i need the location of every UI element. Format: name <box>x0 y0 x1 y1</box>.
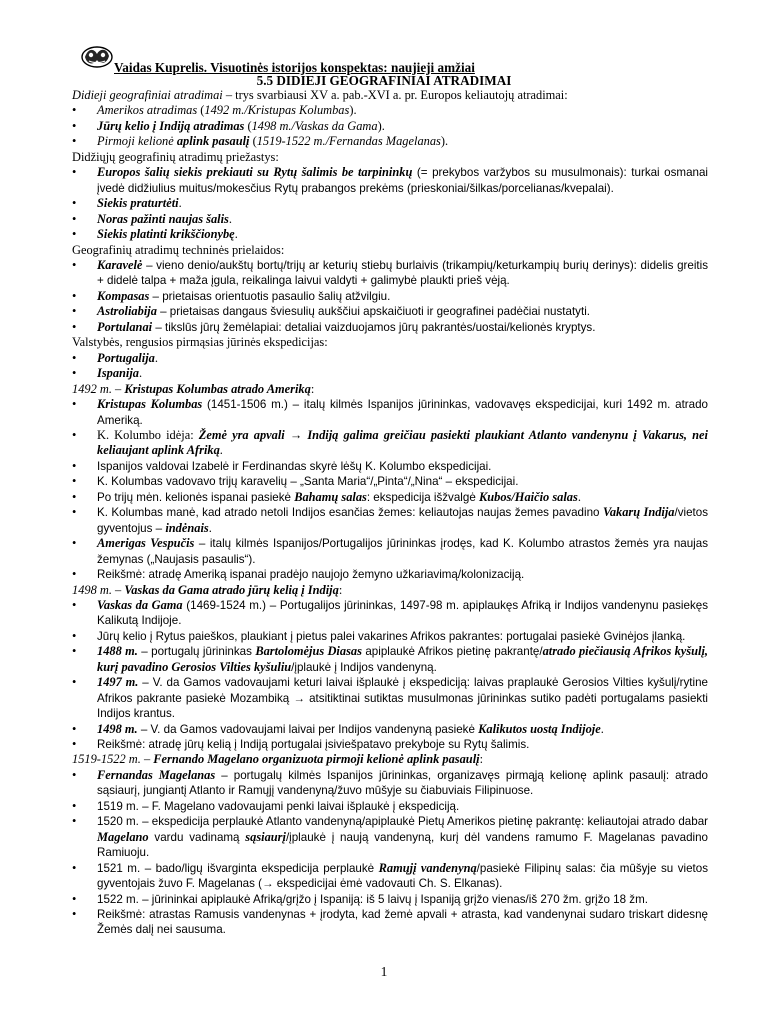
text-run: ). <box>349 103 357 118</box>
text-run: – vieno denio/aukštų bortų/trijų ar keturių stiebų burlaivis (trikampių/keturkampių burių derinys): didelis greitis + didelė talpa + maža įgula, reikalinga laivui valdyti + galimybė plaukti prieš vėją. <box>97 258 708 288</box>
bullet-icon: • <box>72 350 77 365</box>
text-run: Noras pažinti naujas šalis <box>97 211 229 226</box>
text-run: Kristupas Kolumbas atrado Ameriką <box>124 381 311 396</box>
text-run: – prietaisas orientuotis pasaulio šalių atžvilgiu. <box>149 289 391 303</box>
text-run: Bartolomėjus Diasas <box>255 644 362 659</box>
bullet-icon: • <box>72 860 77 875</box>
paragraph <box>72 752 708 767</box>
section-heading: 5.5 DIDIEJI GEOGRAFINIAI ATRADIMAI <box>256 73 512 88</box>
bullet-icon: • <box>72 907 77 922</box>
bullet-icon: • <box>72 165 77 180</box>
text-run: Kubos/Haičio salas <box>479 489 578 504</box>
text-run: Siekis platinti krikščionybę <box>97 227 235 242</box>
text-run: . <box>154 350 158 365</box>
text-run: . <box>178 196 182 211</box>
text-run: : <box>338 582 343 597</box>
text-run: . <box>577 489 581 504</box>
bullet-icon: • <box>72 489 77 504</box>
text-run: – portugalų jūrininkas <box>137 645 256 659</box>
bullet-item <box>72 814 708 860</box>
paragraph <box>72 150 708 165</box>
text-run: Kompasas <box>97 288 150 303</box>
text-run: Ispanijos valdovai Izabelė ir Ferdinandas skyrė lėšų K. Kolumbo ekspedicijai. <box>97 459 492 473</box>
text-run: – <box>111 381 125 396</box>
text-run: Valstybės, rengusios pirmąsias jūrinės ekspedicijas: <box>72 335 328 350</box>
bullet-item <box>72 227 708 242</box>
bullet-icon: • <box>72 474 77 489</box>
text-run: Vaskas da Gama atrado jūrų kelią į Indiją <box>124 582 339 597</box>
bullet-item <box>72 490 708 505</box>
bullet-item <box>72 598 708 629</box>
text-run: – V. da Gamos vadovaujami laivai per Indijos vandenyną pasiekė <box>137 722 479 736</box>
bullet-icon: • <box>72 767 77 782</box>
text-run: 1519-1522 m./Fernandas Magelanas <box>256 134 441 149</box>
bullet-icon: • <box>72 397 77 412</box>
text-run: Astroliabija <box>97 304 157 319</box>
bullet-item <box>72 799 708 814</box>
bullet-icon: • <box>72 458 77 473</box>
text-run: . <box>234 227 238 242</box>
bullet-item <box>72 196 708 211</box>
bullet-item <box>72 722 708 737</box>
text-run: Reikšmė: atradę Ameriką ispanai pradėjo naujojo žemyno užkariavimą/kolonizaciją. <box>97 568 525 582</box>
text-run: 1492 m. <box>72 381 112 396</box>
bullet-icon: • <box>72 505 77 520</box>
text-run: Vaskas da Gama <box>97 597 183 612</box>
bullet-item <box>72 907 708 938</box>
text-run: : <box>479 752 484 767</box>
text-run: – tikslūs jūrų žemėlapiai: detaliai vaizduojamos jūrų pakrantės/uostai/kelionės kryptys. <box>152 320 596 334</box>
text-run: Amerikos atradimas <box>97 103 198 118</box>
ornament-logo-icon <box>80 44 114 70</box>
bullet-item <box>72 366 708 381</box>
text-run: . <box>208 520 212 535</box>
bullet-icon: • <box>72 319 77 334</box>
bullet-icon: • <box>72 597 77 612</box>
bullet-icon: • <box>72 891 77 906</box>
bullet-item <box>72 304 708 319</box>
bullet-item <box>72 103 708 118</box>
text-run: 1519 m. – F. Magelano vadovaujami penki laivai išplaukė į ekspediciją. <box>97 799 460 813</box>
text-run: Karavelė <box>97 257 143 272</box>
text-run: Pirmoji kelionė <box>97 134 177 149</box>
text-run: 1492 m./Kristupas Kolumbas <box>204 103 350 118</box>
bullet-item <box>72 320 708 335</box>
bullet-icon: • <box>72 427 77 442</box>
bullet-icon: • <box>72 103 77 118</box>
text-run: – V. da Gamos vadovaujami keturi laivai išplaukė į ekspediciją: laivas praplaukė Gerosios Vilties kyšulį/rytine Afrikos pakrante pasiekė Mozambiką → atsitiktinai sutiktas musulmonas jūrininkas sutiko padėti portugalams pasiekti Indijos krantus. <box>97 676 709 721</box>
text-run: ( <box>249 134 257 149</box>
text-run: 1521 m. – bado/ligų išvarginta ekspedicija perplaukė <box>97 861 379 875</box>
text-run: 1498 m. <box>72 582 112 597</box>
text-run: vardu vadinamą <box>148 830 246 844</box>
paragraph <box>72 382 708 397</box>
text-run: Žemė yra apvali → Indiją galima greičiau pasiekti plaukiant Atlanto vandenynu į Vakarus, nei keliaujant aplink Afriką <box>97 427 708 458</box>
bullet-icon: • <box>72 366 77 381</box>
text-run: atrado piečiausią Afrikos kyšulį, kurį pavadino Gerosios Vilties kyšuliu <box>97 644 708 674</box>
bullet-icon: • <box>72 675 77 690</box>
text-run: Kalikutos uostą Indijoje <box>478 721 601 736</box>
text-run: Kristupas Kolumbas <box>97 397 203 412</box>
bullet-item <box>72 351 708 366</box>
text-run: Jūrų kelio į Indiją atradimas <box>97 118 245 133</box>
text-run: Reikšmė: atrastas Ramusis vandenynas + įrodyta, kad žemė apvali + atrasta, kad vandenynai sudaro triskart didesnę Žemės dalį nei sausuma. <box>97 908 708 937</box>
text-run: Siekis praturtėti <box>97 196 179 211</box>
text-run: – <box>111 582 125 597</box>
bullet-item <box>72 644 708 675</box>
document-body <box>72 88 708 938</box>
bullet-item <box>72 134 708 149</box>
text-run: (1451-1506 m.) – italų kilmės Ispanijos jūrininkas, vadovavęs ekspedicijai, kuri 1492 m. atrado Ameriką. <box>97 398 708 427</box>
bullet-item <box>72 892 708 907</box>
text-run: Fernando Magelano organizuota pirmoji kelionė aplink pasaulį <box>153 752 480 767</box>
text-run: – prietaisas dangaus šviesulių aukščiui apskaičiuoti ir geografinei padėčiai nustatyti. <box>156 305 590 319</box>
bullet-item <box>72 119 708 134</box>
bullet-item <box>72 428 708 459</box>
text-run: Magelano <box>97 829 149 844</box>
text-run: . <box>219 443 223 458</box>
text-run: ). <box>440 134 449 149</box>
bullet-item <box>72 474 708 489</box>
bullet-icon: • <box>72 536 77 551</box>
bullet-icon: • <box>72 257 77 272</box>
bullet-item <box>72 567 708 582</box>
bullet-item <box>72 212 708 227</box>
text-run: Reikšmė: atradę jūrų kelią į Indiją portugalai įsiviešpatavo prekyboje su Rytų šalimis. <box>97 738 530 752</box>
bullet-item <box>72 629 708 644</box>
text-run: Portulanai <box>97 319 153 334</box>
bullet-icon: • <box>72 567 77 582</box>
text-run: ( <box>244 118 252 133</box>
text-run: apiplaukė Afrikos pietinę pakrantę/ <box>361 645 543 659</box>
bullet-icon: • <box>72 304 77 319</box>
text-run: Didžiųjų geografinių atradimų priežastys: <box>72 149 279 164</box>
bullet-item <box>72 165 708 196</box>
text-run: . <box>600 721 604 736</box>
text-run: ). <box>377 118 385 133</box>
paragraph <box>72 335 708 350</box>
text-run: . <box>228 211 232 226</box>
text-run: 1520 m. – ekspedicija perplaukė Atlanto vandenyną/apiplaukė Pietų Amerikos pietinę pakrantę: keliautojai atrado dabar <box>97 815 709 829</box>
bullet-icon: • <box>72 288 77 303</box>
text-run: Po trijų mėn. kelionės ispanai pasiekė <box>97 490 295 504</box>
text-run: (1469-1524 m.) – Portugalijos jūrininkas, 1497-98 m. apiplaukęs Afriką ir Indijos vandenynu pasiekęs Kalikutą Indijoje. <box>97 598 708 628</box>
text-run: (= prekybos varžybos su musulmonais): turkai osmanai įvedė didžiulius muitus/mokesčius Rytų prabangos prekėms (prieskoniai/šilkas/porcelianas/kvepalai). <box>97 166 708 195</box>
paragraph <box>72 583 708 598</box>
text-run: ( <box>197 103 205 118</box>
bullet-icon: • <box>72 134 77 149</box>
text-run: 1488 m. <box>97 644 138 659</box>
bullet-item <box>72 397 708 428</box>
paragraph <box>72 243 708 258</box>
text-run: /pasiekė Filipinų salas: čia mūšyje su vietos gyventojais žuvo F. Magelanas (→ ekspedicijai ėmė vadovauti Ch. S. Elkanas). <box>97 861 708 891</box>
bullet-icon: • <box>72 721 77 736</box>
text-run: 1522 m. – jūrininkai apiplaukė Afriką/grįžo į Ispaniją: iš 5 laivų į Ispaniją grįžo vienas/iš 270 žm. grįžo 18 žm. <box>97 892 648 906</box>
text-run: Amerigas Vespučis <box>97 536 195 551</box>
text-run: – <box>140 752 154 767</box>
text-run: Geografinių atradimų techninės prielaidos: <box>72 242 285 257</box>
bullet-icon: • <box>72 628 77 643</box>
text-run: Europos šalių siekis prekiauti su Rytų šalimis be tarpininkų <box>97 165 413 180</box>
bullet-icon: • <box>72 798 77 813</box>
bullet-item <box>72 536 708 567</box>
bullet-item <box>72 258 708 289</box>
bullet-item <box>72 675 708 721</box>
bullet-icon: • <box>72 814 77 829</box>
bullet-icon: • <box>72 737 77 752</box>
text-run: /įplaukė į Indijos vandenyną. <box>291 660 437 674</box>
text-run: . <box>139 366 143 381</box>
text-run: 1497 m. <box>97 675 139 690</box>
text-run: aplink pasaulį <box>176 134 250 149</box>
text-run: 1498 m./Vaskas da Gama <box>251 118 378 133</box>
text-run: indėnais <box>165 520 209 535</box>
text-run: K. Kolumbas vadovavo trijų karavelių – „Santa Maria“/„Pinta“/„Nina“ – ekspedicijai. <box>97 475 519 489</box>
text-run: K. Kolumbas manė, kad atrado netoli Indijos esančias žemes: keliautojas naujas žemes pavadino <box>97 506 603 520</box>
bullet-item <box>72 737 708 752</box>
bullet-item <box>72 289 708 304</box>
bullet-item <box>72 505 708 536</box>
bullet-item <box>72 768 708 799</box>
text-run: Fernandas Magelanas <box>97 767 216 782</box>
text-run: Vakarų Indija <box>602 505 675 520</box>
bullet-icon: • <box>72 211 77 226</box>
text-run: : ekspedicija išžvalgė <box>366 490 479 504</box>
text-run: sąsiaurį <box>245 829 286 844</box>
bullet-icon: • <box>72 196 77 211</box>
text-run: – italų kilmės Ispanijos/Portugalijos jūrininkas įrodęs, kad K. Kolumbo atrastos žemės yra naujas žemynas („Naujasis pasaulis“). <box>97 537 708 566</box>
text-run: /vietos gyventojus – <box>97 506 708 535</box>
text-run: Ispanija <box>97 366 140 381</box>
page-number: 1 <box>380 964 388 979</box>
text-run: – trys svarbiausi XV a. pab.-XVI a. pr. Europos keliautojų atradimai: <box>222 88 568 102</box>
text-run: Didieji geografiniai atradimai <box>72 88 223 102</box>
bullet-icon: • <box>72 118 77 133</box>
bullet-icon: • <box>72 644 77 659</box>
text-run: : <box>310 381 315 396</box>
text-run: – portugalų kilmės Ispanijos jūrininkas, organizavęs pirmąją kelionę aplink pasaulį: atrado sąsiaurį, jungiantį Atlanto ir Ramųjį vandenyną/žuvo mūšyje su čiabuviais Filipinuose. <box>97 768 708 798</box>
text-run: Jūrų kelio į Rytus paieškos, plaukiant į pietus palei vakarines Afrikos pakrantes: portugalai pasiekė Gvinėjos įlanką. <box>97 629 686 643</box>
text-run: Portugalija <box>97 350 155 365</box>
text-run: K. Kolumbo idėja: <box>97 427 199 442</box>
text-run: Ramųjį vandenyną <box>378 860 477 875</box>
bullet-icon: • <box>72 227 77 242</box>
bullet-item <box>72 459 708 474</box>
document-header-title: Vaidas Kuprelis. Visuotinės istorijos konspektas: naujieji amžiai <box>114 60 475 75</box>
paragraph <box>72 88 708 103</box>
text-run: /įplaukė į naują vandenyną, kurį dėl vandens ramumo F. Magelanas pavadino Ramiuoju. <box>97 830 709 860</box>
text-run: 1519-1522 m. <box>72 752 141 767</box>
text-run: 1498 m. <box>97 721 138 736</box>
text-run: Bahamų salas <box>294 489 367 504</box>
bullet-item <box>72 861 708 892</box>
